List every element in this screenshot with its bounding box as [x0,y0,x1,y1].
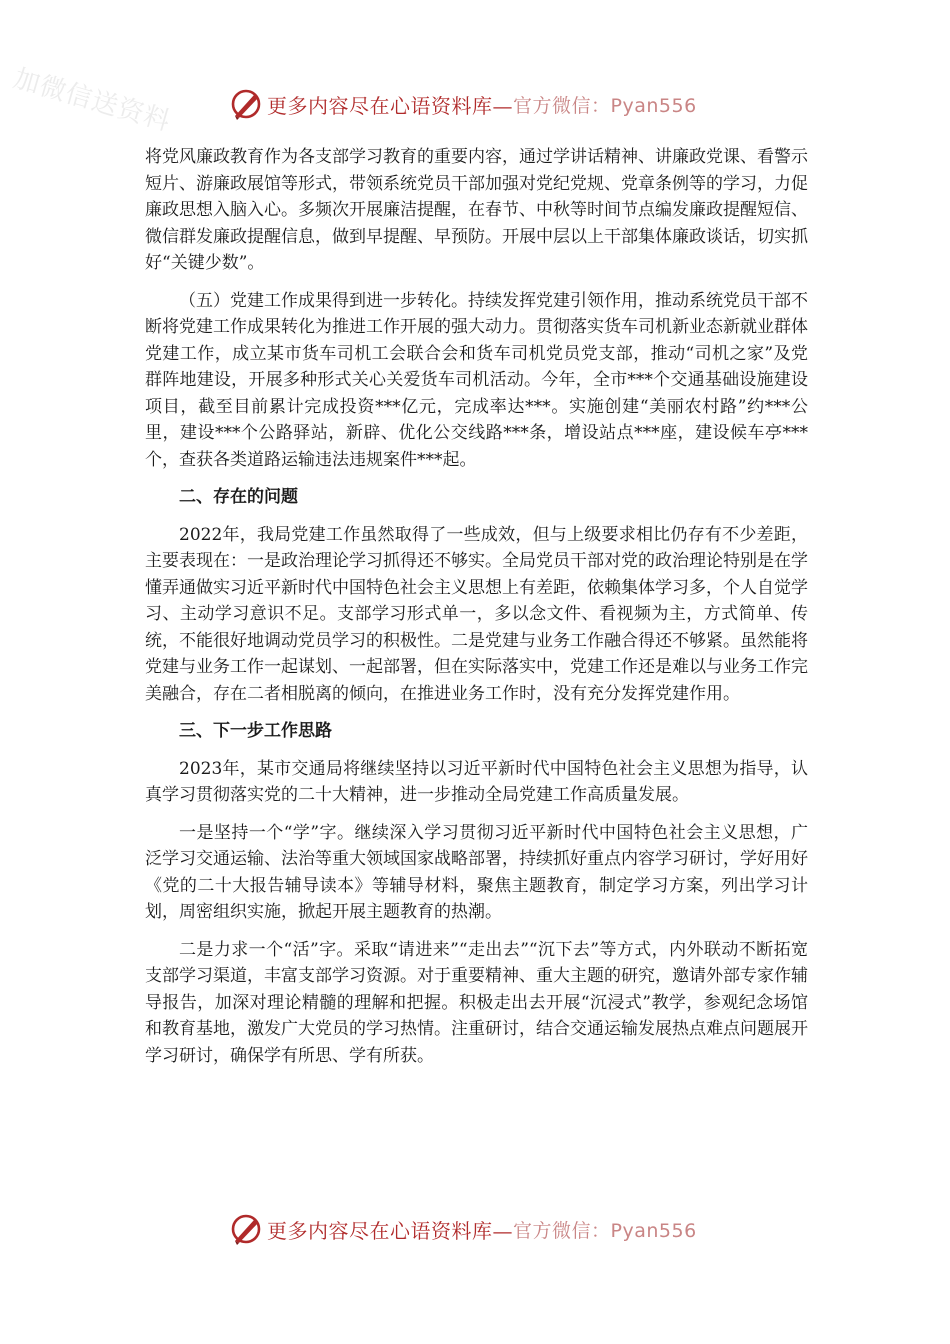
watermark-text: 加微信送资料 [10,63,175,138]
section-heading: 三、下一步工作思路 [179,721,332,741]
paragraph: 二是力求一个“活”字。采取“请进来”“走出去”“沉下去”等方式，内外联动不断拓宽支部学习渠道，丰富支部学习资源。对于重要精神、重大主题的研究，邀请外部专家作辅导报告，加深对理论精髓的理解和把握。积极走出去开展“沉浸式”教学，参观纪念场馆和教育基地，激发广大党员的学习热情。注重研讨，结合交通运输发展热点难点问题展开学习研讨，确保学有所思、学有所获。 [145,939,808,1066]
header-banner [229,86,697,122]
paragraph: 将党风廉政教育作为各支部学习教育的重要内容，通过学讲话精神、讲廉政党课、看警示短片、游廉政展馆等形式，带领系统党员干部加强对党纪党规、党章条例等的学习，力促廉政思想入脑入心。多频次开展廉洁提醒，在春节、中秋等时间节点编发廉政提醒短信、微信群发廉政提醒信息，做到早提醒、早预防。开展中层以上干部集体廉政谈话，切实抓好“关键少数”。 [145,147,808,273]
paragraph: 2023年，某市交通局将继续坚持以习近平新时代中国特色社会主义思想为指导，认真学习贯彻落实党的二十大精神，进一步推动全局党建工作高质量发展。 [145,758,808,805]
banner-main-text: 更多内容尽在心语资料库— [267,93,513,118]
paragraph: （五）党建工作成果得到进一步转化。持续发挥党建引领作用，推动系统党员干部不断将党建工作成果转化为推进工作开展的强大动力。贯彻落实货车司机新业态新就业群体党建工作，成立某市货车司机工会联合会和货车司机党员党支部，推动“司机之家”及党群阵地建设，开展多种形式关心关爱货车司机活动。今年，全市***个交通基础设施建设项目，截至目前累计完成投资***亿元，完成率达***。实施创建“美丽农村路”约***公里，建设***个公路驿站，新辟、优化公交线路***条，增设站点***座，建设候车亭***个，查获各类道路运输违法违规案件***起。 [145,290,808,470]
pen-logo-icon [229,87,263,121]
footer-banner [229,1211,697,1247]
pen-logo-icon [229,1212,263,1246]
banner-contact-text: 官方微信：Pyan556 [513,94,697,117]
banner-contact-text: 官方微信：Pyan556 [513,1219,697,1242]
document-body [145,144,808,1080]
section-heading: 二、存在的问题 [179,487,298,507]
banner-main-text: 更多内容尽在心语资料库— [267,1218,513,1243]
paragraph: 一是坚持一个“学”字。继续深入学习贯彻习近平新时代中国特色社会主义思想，广泛学习交通运输、法治等重大领域国家战略部署，持续抓好重点内容学习研讨，学好用好《党的二十大报告辅导读本》等辅导材料，聚焦主题教育，制定学习方案，列出学习计划，周密组织实施，掀起开展主题教育的热潮。 [145,822,808,922]
paragraph: 2022年，我局党建工作虽然取得了一些成效，但与上级要求相比仍存有不少差距，主要表现在：一是政治理论学习抓得还不够实。全局党员干部对党的政治理论特别是在学懂弄通做实习近平新时代中国特色社会主义思想上有差距，依赖集体学习多，个人自觉学习、主动学习意识不足。支部学习形式单一，多以念文件、看视频为主，方式简单、传统，不能很好地调动党员学习的积极性。二是党建与业务工作融合得还不够紧。虽然能将党建与业务工作一起谋划、一起部署，但在实际落实中，党建工作还是难以与业务工作完美融合，存在二者相脱离的倾向，在推进业务工作时，没有充分发挥党建作用。 [145,524,808,704]
